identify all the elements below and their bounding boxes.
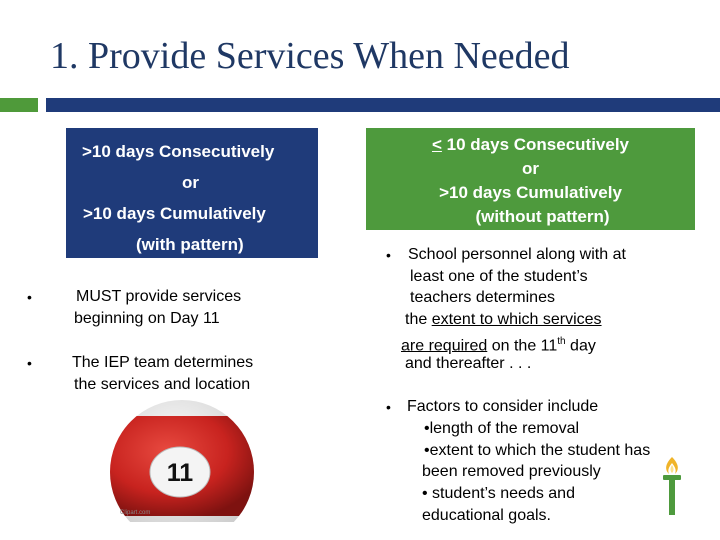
accent-bar-green — [0, 98, 38, 112]
left-box-line-2: or — [182, 173, 199, 192]
right-bullet1-line2: least one of the student’s — [410, 268, 588, 285]
right-box-line-4: (without pattern) — [475, 207, 610, 226]
bullet-icon: • — [27, 289, 32, 305]
left-bullet1-line1: MUST provide services — [76, 288, 242, 305]
right-bullet1-line5: are required on the 11th day — [401, 336, 596, 355]
left-bullet2-line2: the services and location — [74, 376, 251, 393]
right-bullet2-item-4: • student’s needs and — [422, 485, 575, 502]
underlined-phrase: are required — [401, 337, 488, 355]
underlined-phrase: extent to which services — [431, 311, 602, 328]
right-box-line-3: >10 days Cumulatively — [439, 183, 622, 202]
left-box-line-1: >10 days Consecutively — [82, 142, 275, 161]
torch-logo-icon — [660, 455, 684, 517]
left-bullet1-line2: beginning on Day 11 — [74, 310, 220, 327]
right-bullet2-item-3: been removed previously — [422, 463, 601, 480]
page-title: 1. Provide Services When Needed — [50, 35, 570, 77]
pool-ball-11-image — [110, 400, 254, 522]
right-bullet1-line4: the extent to which services — [405, 311, 602, 328]
ball-caption: Clipart.com — [120, 510, 151, 516]
bullet-icon: • — [27, 355, 32, 371]
bullet-icon: • — [386, 247, 391, 263]
right-bullet2-item-1: •length of the removal — [424, 420, 580, 437]
right-criteria-box — [366, 128, 695, 230]
left-box-line-3: >10 days Cumulatively — [83, 204, 266, 223]
bullet-icon: • — [386, 399, 391, 415]
left-box-line-4: (with pattern) — [136, 235, 244, 254]
accent-bar-navy — [46, 98, 720, 112]
right-bullet2-item-5: educational goals. — [422, 507, 551, 524]
right-bullet1-line3: teachers determines — [410, 289, 555, 306]
right-box-line-1 — [366, 135, 695, 155]
less-than-or-equal-symbol: < — [431, 135, 442, 154]
right-bullet2-item-2: •extent to which the student has — [424, 442, 651, 459]
right-box-line-1-text: 10 days Consecutively — [441, 135, 630, 154]
right-bullet2-lead: Factors to consider include — [407, 398, 599, 415]
ball-number: 11 — [166, 459, 194, 487]
right-bullet1-line1: School personnel along with at — [408, 246, 626, 263]
left-criteria-box — [66, 128, 318, 258]
right-box-line-2: or — [522, 159, 539, 178]
left-bullet2-line1: The IEP team determines — [72, 354, 254, 371]
right-bullet1-line6: and thereafter . . . — [405, 355, 532, 372]
